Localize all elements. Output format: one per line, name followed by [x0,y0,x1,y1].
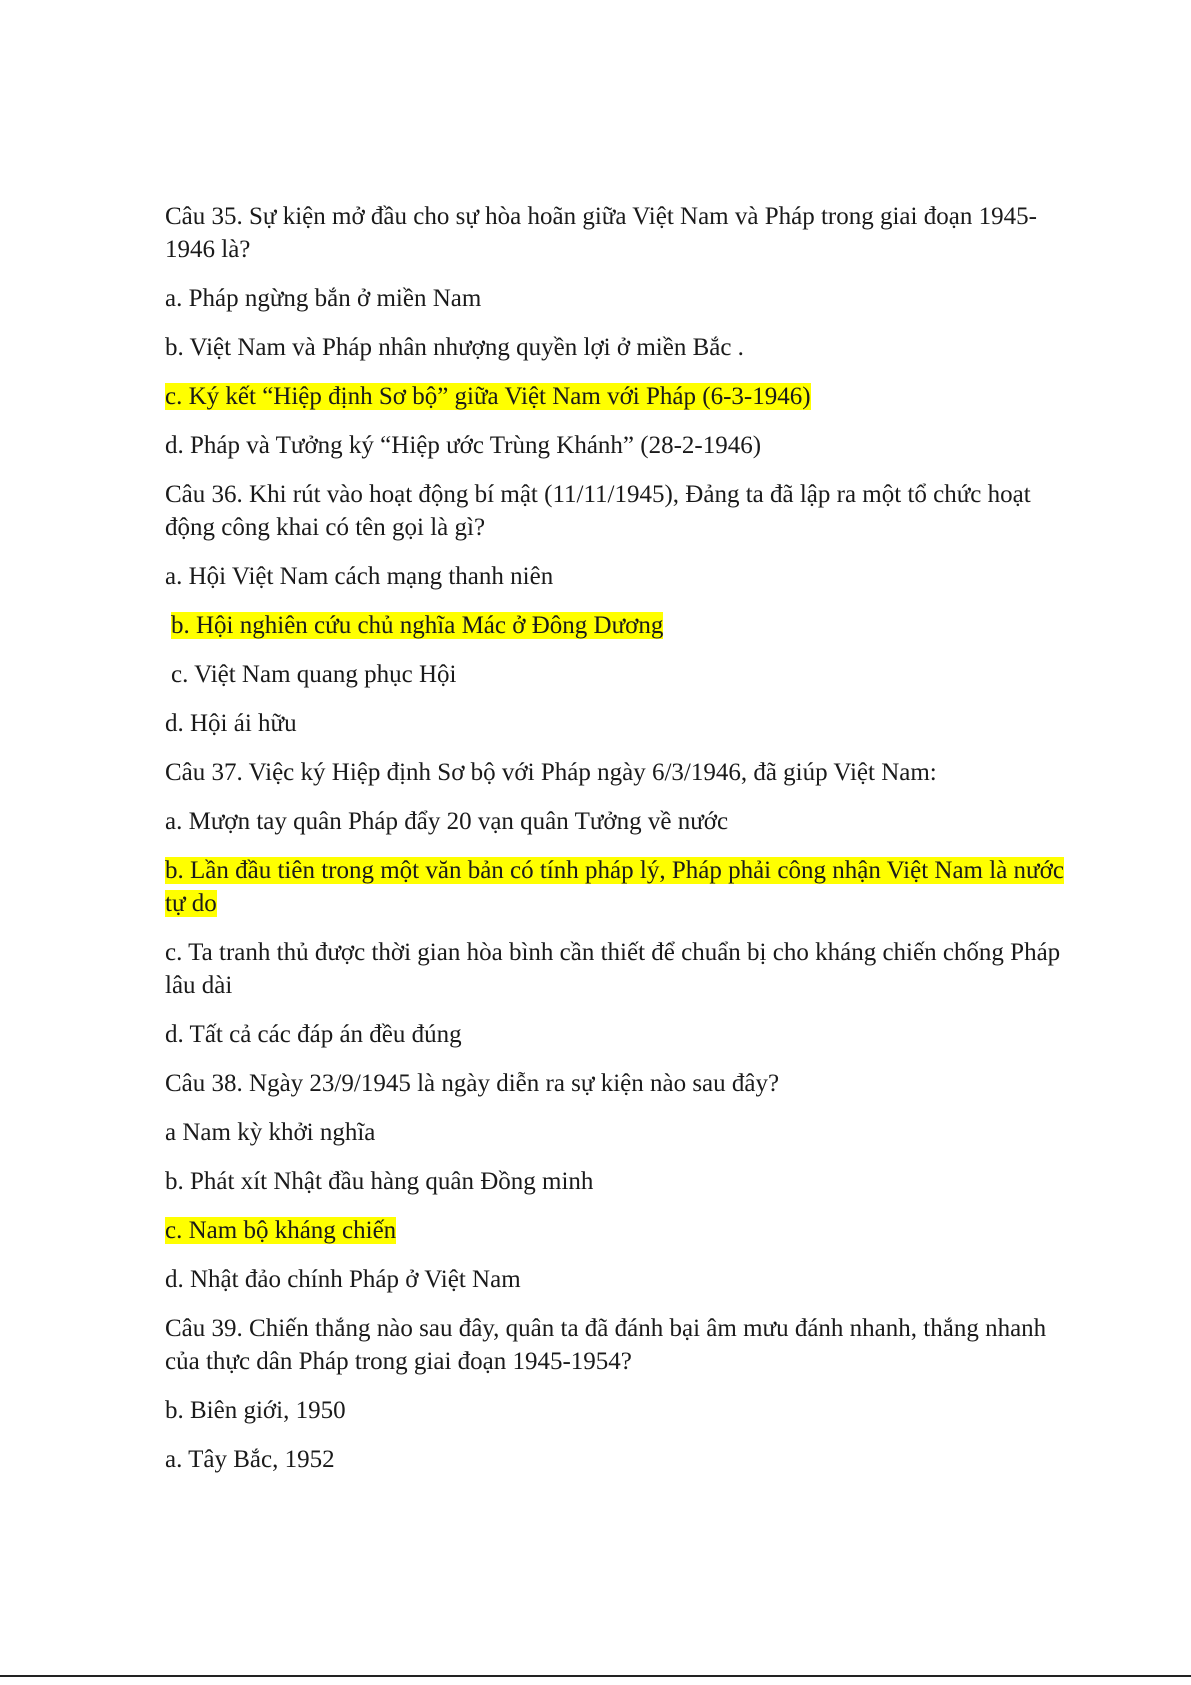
quiz-content [165,200,1085,1492]
question-35: Câu 35. Sự kiện mở đầu cho sự hòa hoãn giữa Việt Nam và Pháp trong giai đoạn 1945-1946 là? [165,203,1037,263]
question-35-option-c-wrapper [165,380,1085,413]
question-39: Câu 39. Chiến thắng nào sau đây, quân ta đã đánh bại âm mưu đánh nhanh, thắng nhanh của thực dân Pháp trong giai đoạn 1945-1954? [165,1315,1047,1375]
question-39-option-a: a. Tây Bắc, 1952 [165,1446,335,1473]
question-35-option-c-highlighted: c. Ký kết “Hiệp định Sơ bộ” giữa Việt Nam với Pháp (6-3-1946) [165,383,811,410]
question-38-option-a: a Nam kỳ khởi nghĩa [165,1119,376,1146]
question-38-option-d: d. Nhật đảo chính Pháp ở Việt Nam [165,1266,521,1293]
question-38-option-c-highlighted: c. Nam bộ kháng chiến [165,1217,397,1244]
question-36: Câu 36. Khi rút vào hoạt động bí mật (11/11/1945), Đảng ta đã lập ra một tổ chức hoạt động công khai có tên gọi là gì? [165,481,1031,541]
question-36-option-a: a. Hội Việt Nam cách mạng thanh niên [165,563,554,590]
question-37-option-c: c. Ta tranh thủ được thời gian hòa bình cần thiết để chuẩn bị cho kháng chiến chống Pháp lâu dài [165,939,1061,999]
question-37-option-b-highlighted: b. Lần đầu tiên trong một văn bản có tính pháp lý, Pháp phải công nhận Việt Nam là nước tự do [165,857,1064,917]
question-39-option-b: b. Biên giới, 1950 [165,1397,346,1424]
page-bottom-rule [0,1675,1191,1677]
question-35-option-d: d. Pháp và Tưởng ký “Hiệp ước Trùng Khánh” (28-2-1946) [165,432,762,459]
question-36-option-b-wrapper [165,609,1085,642]
question-38-option-b: b. Phát xít Nhật đầu hàng quân Đồng minh [165,1168,594,1195]
question-37-option-a: a. Mượn tay quân Pháp đẩy 20 vạn quân Tưởng về nước [165,808,729,835]
question-35-option-a: a. Pháp ngừng bắn ở miền Nam [165,285,482,312]
question-36-option-c: c. Việt Nam quang phục Hội [171,661,457,688]
question-36-option-b-highlighted: b. Hội nghiên cứu chủ nghĩa Mác ở Đông Dương [171,612,664,639]
question-36-option-d: d. Hội ái hữu [165,710,297,737]
question-38: Câu 38. Ngày 23/9/1945 là ngày diễn ra sự kiện nào sau đây? [165,1070,780,1097]
question-35-option-b: b. Việt Nam và Pháp nhân nhượng quyền lợi ở miền Bắc . [165,334,744,361]
question-37: Câu 37. Việc ký Hiệp định Sơ bộ với Pháp ngày 6/3/1946, đã giúp Việt Nam: [165,759,937,786]
question-38-option-c-wrapper [165,1214,1085,1247]
question-37-option-b-wrapper [165,854,1085,920]
question-37-option-d: d. Tất cả các đáp án đều đúng [165,1021,462,1048]
